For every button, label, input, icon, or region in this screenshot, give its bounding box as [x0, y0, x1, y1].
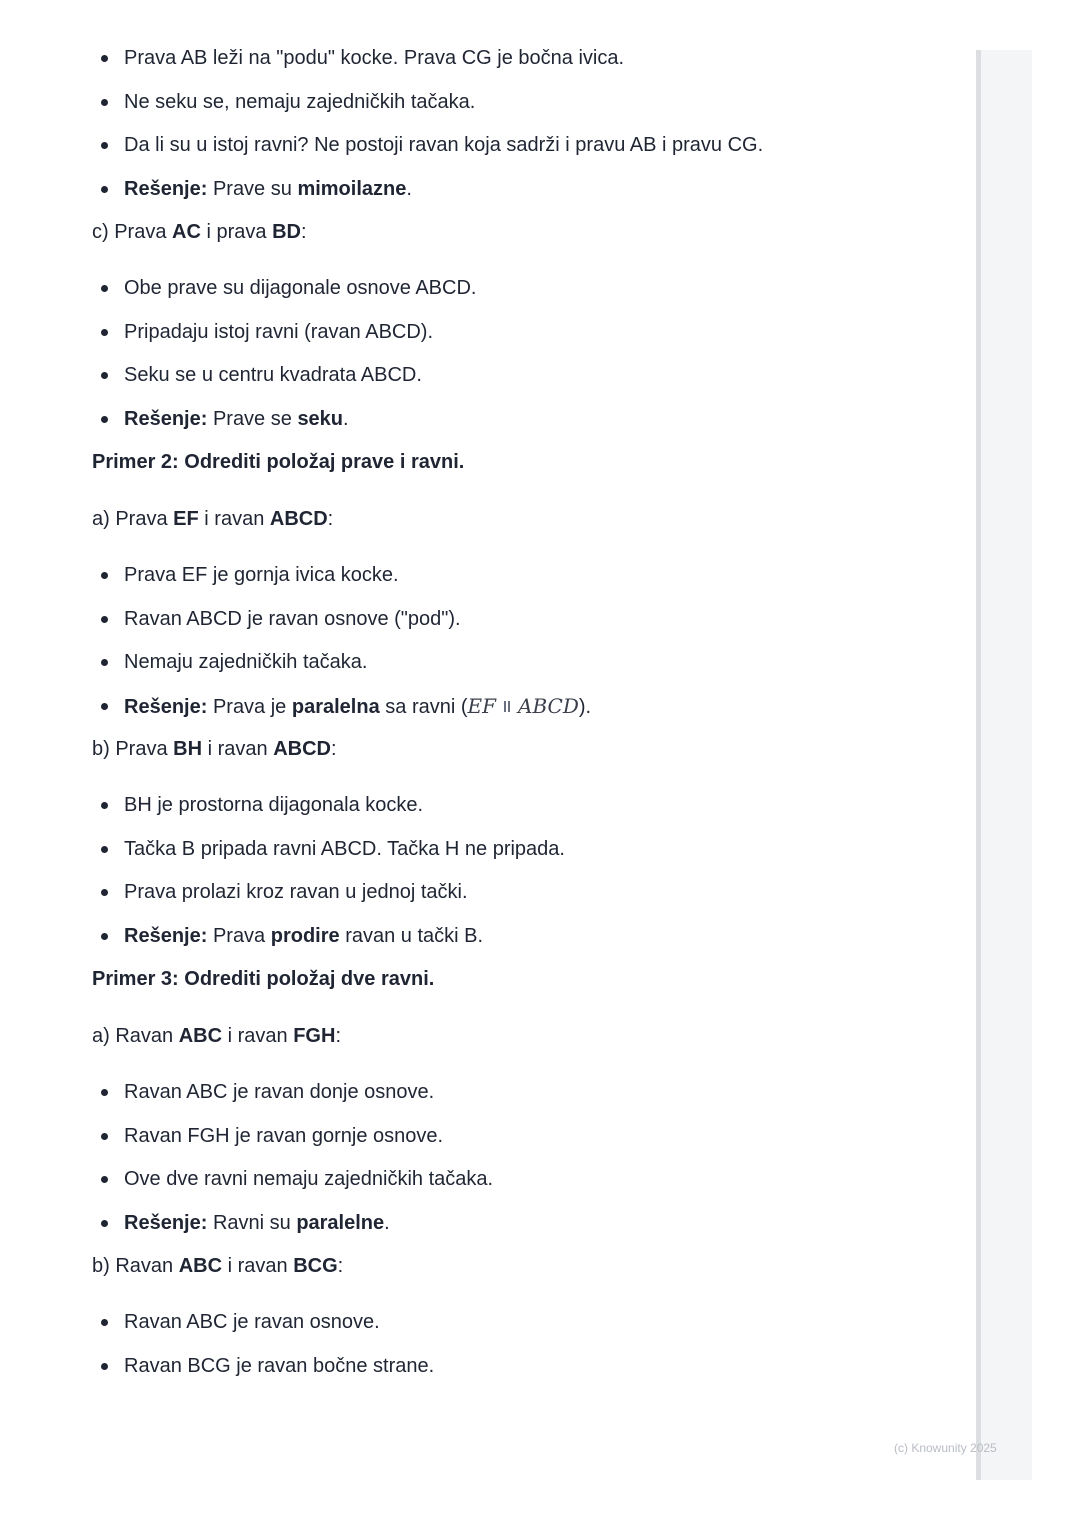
list-item: Ravan ABC je ravan osnove.: [92, 1310, 962, 1334]
list-item: Ravan ABC je ravan donje osnove.: [92, 1080, 962, 1104]
subsection-text: b) Ravan: [92, 1255, 174, 1277]
subsection-bold: ABCD: [269, 508, 328, 530]
solution-label: Rešenje:: [124, 695, 208, 718]
subsection-text: i ravan: [204, 508, 265, 530]
subsection-text: :: [335, 1025, 341, 1047]
subsection-bold: FGH: [293, 1025, 336, 1047]
subsection-title-c: [92, 220, 962, 244]
document-content: [92, 46, 962, 1397]
solution-item: [92, 407, 962, 431]
bullet-list-2b: [92, 793, 962, 948]
solution-end: .: [343, 407, 349, 430]
subsection-bold: AC: [172, 221, 201, 243]
subsection-text: :: [300, 221, 307, 243]
solution-item: [92, 177, 962, 201]
list-item: Seku se u centru kvadrata ABCD.: [92, 363, 962, 387]
math-left: EF: [467, 693, 496, 718]
primer-2-heading: Primer 2: Odrediti položaj prave i ravni.: [92, 451, 465, 473]
solution-end: ).: [578, 695, 592, 718]
solution-item: [92, 1211, 962, 1235]
solution-label: Rešenje:: [124, 924, 208, 947]
list-item: Ravan BCG je ravan bočne strane.: [92, 1354, 962, 1378]
list-item: BH je prostorna dijagonala kocke.: [92, 793, 962, 817]
subsection-bold: ABC: [178, 1255, 223, 1277]
parallel-symbol-icon: [504, 701, 510, 712]
solution-label: Rešenje:: [124, 1211, 208, 1234]
solution-text: Prava: [212, 924, 266, 947]
solution-answer: prodire: [270, 924, 340, 947]
list-item: Da li su u istoj ravni? Ne postoji ravan koja sadrži i pravu AB i pravu CG.: [92, 133, 962, 157]
copyright-footer: (c) Knowunity 2025: [894, 1441, 997, 1455]
solution-item: [92, 694, 962, 718]
subsection-text: i ravan: [227, 1025, 288, 1047]
list-item: Ravan FGH je ravan gornje osnove.: [92, 1124, 962, 1148]
list-item: Tačka B pripada ravni ABCD. Tačka H ne pripada.: [92, 837, 962, 861]
solution-label: Rešenje:: [124, 407, 208, 430]
solution-answer: paralelna: [291, 695, 380, 718]
solution-answer: seku: [297, 407, 344, 430]
subsection-bold: ABC: [178, 1025, 223, 1047]
bullet-list-2a: [92, 563, 962, 718]
list-item: Prava prolazi kroz ravan u jednoj tački.: [92, 880, 962, 904]
list-item: Ne seku se, nemaju zajedničkih tačaka.: [92, 90, 962, 114]
subsection-text: :: [330, 738, 337, 760]
list-item: Prava AB leži na "podu" kocke. Prava CG je bočna ivica.: [92, 46, 962, 70]
list-item: Obe prave su dijagonale osnove ABCD.: [92, 276, 962, 300]
primer-3-heading: Primer 3: Odrediti položaj dve ravni.: [92, 968, 435, 990]
subsection-text: a) Ravan: [92, 1025, 174, 1047]
subsection-text: :: [337, 1255, 344, 1277]
subsection-text: i ravan: [227, 1255, 288, 1277]
subsection-text: a) Prava: [92, 508, 168, 530]
solution-end: .: [406, 177, 412, 200]
math-right: ABCD: [518, 693, 579, 718]
solution-text: Prave su: [212, 177, 292, 200]
solution-mid: sa ravni (: [385, 695, 468, 718]
solution-end: ravan u tački B.: [345, 924, 484, 947]
bullet-list-section-b: [92, 46, 962, 201]
subsection-title-2b: [92, 737, 962, 761]
solution-end: .: [384, 1211, 390, 1234]
bullet-list-3a: [92, 1080, 962, 1235]
subsection-text: i ravan: [207, 738, 268, 760]
solution-answer: paralelne: [296, 1211, 385, 1234]
list-item: Ove dve ravni nemaju zajedničkih tačaka.: [92, 1167, 962, 1191]
solution-label: Rešenje:: [124, 177, 208, 200]
subsection-bold: BH: [173, 738, 203, 760]
list-item: Prava EF je gornja ivica kocke.: [92, 563, 962, 587]
solution-text: Prava je: [212, 695, 287, 718]
subsection-bold: BD: [272, 221, 301, 243]
bullet-list-3b: [92, 1310, 962, 1378]
list-item: Pripadaju istoj ravni (ravan ABCD).: [92, 320, 962, 344]
subsection-text: :: [327, 508, 334, 530]
solution-answer: mimoilazne: [297, 177, 407, 200]
solution-text: Ravni su: [212, 1211, 291, 1234]
subsection-title-3b: [92, 1254, 962, 1278]
subsection-text: b) Prava: [92, 738, 168, 760]
math-expression: [468, 694, 579, 718]
solution-item: [92, 924, 962, 948]
subsection-bold: BCG: [293, 1255, 338, 1277]
subsection-bold: EF: [173, 508, 199, 530]
list-item: Nemaju zajedničkih tačaka.: [92, 650, 962, 674]
subsection-text: c) Prava: [92, 221, 167, 243]
solution-text: Prave se: [212, 407, 292, 430]
bullet-list-section-c: [92, 276, 962, 431]
subsection-title-2a: [92, 507, 962, 531]
scrollbar[interactable]: [976, 50, 1032, 1480]
list-item: Ravan ABCD je ravan osnove ("pod").: [92, 607, 962, 631]
subsection-bold: ABCD: [273, 738, 331, 760]
subsection-title-3a: [92, 1024, 962, 1048]
subsection-text: i prava: [206, 221, 267, 243]
